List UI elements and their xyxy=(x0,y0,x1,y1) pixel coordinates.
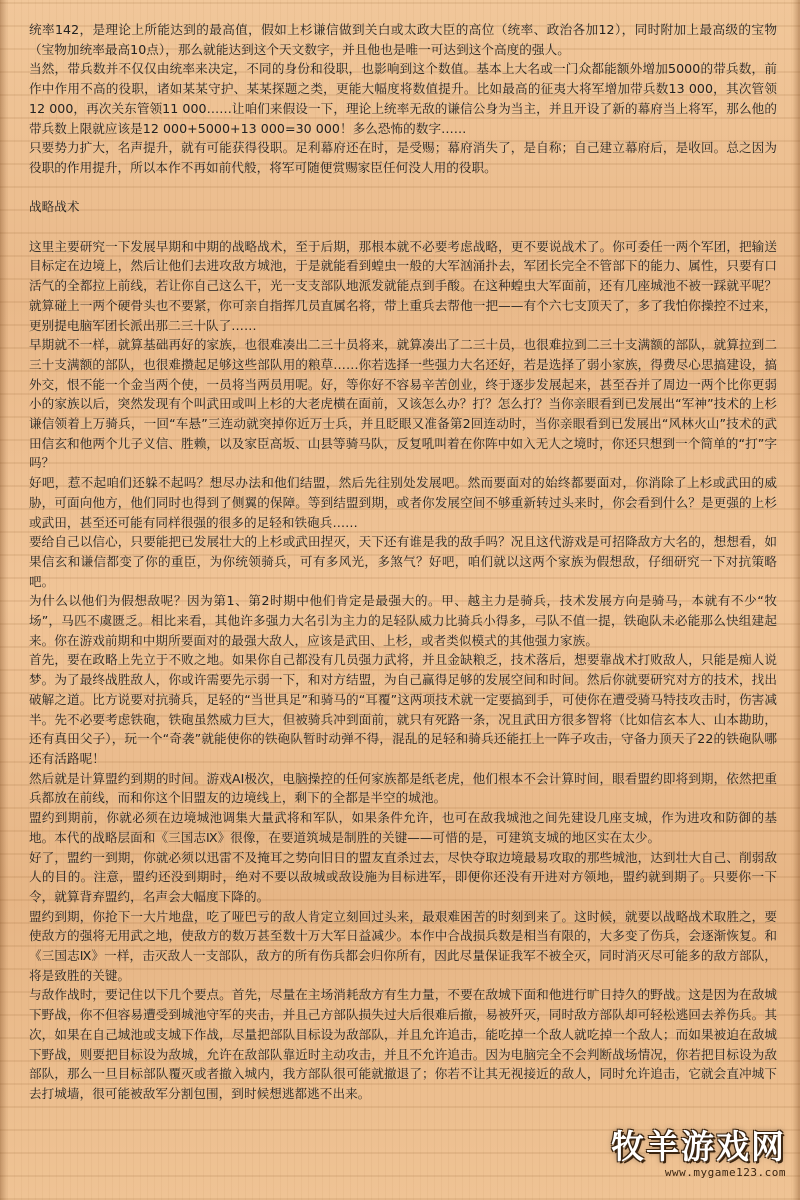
spacer xyxy=(29,217,777,237)
article-body xyxy=(29,20,777,1104)
page-edge-right xyxy=(792,0,800,1200)
paragraph: 这里主要研究一下发展早期和中期的战略战术，至于后期，那根本就不必要考虑战略，更不要说战术了。你可委任一两个军团，把输送目标定在边境上，然后让他们去进攻敌方城池，于是就能看到蝗虫一般的大军汹涌扑去，军团长完全不管部下的能力、属性，只要有口活气的全都拉上前线，若让你自己这么干，光一支支部队地派发就能点到手酸。在这种蝗虫大军面前，还有几座城池不被一踩就平呢？就算碰上一两个硬骨头也不要紧，你可亲自指挥几员直属名将，带上重兵去帮他一把——有个六七支顶天了，多了我怕你操控不过来，更别提电脑军团长派出那二三十队了…… xyxy=(29,238,777,333)
paragraph: 与敌作战时，要记住以下几个要点。首先，尽量在主场消耗敌方有生力量，不要在敌城下面和他进行旷日持久的野战。这是因为在敌城下野战，你不但容易遭受到城池守军的夹击，并且己方部队损失过大后很难后撤，易被歼灭，同时敌方部队却可轻松逃回去养伤兵。其次，如果在自己城池或支城下作战，尽量把部队目标设为敌部队，并且允许追击，能吃掉一个敌人就吃掉一个敌人；而如果被迫在敌城下野战，则要把目标设为敌城，允许在敌部队靠近时主动攻击，并且不允许追击。因为电脑完全不会判断战场情况，你若把目标设为敌部队，那么一旦目标部队覆灭或者撤入城内，我方部队很可能就撤退了；你若不让其无视接近的敌人，同时允许追击，它就会直冲城下去打城墙，很可能被敌军分割包围，到时候想逃都逃不出来。 xyxy=(29,987,777,1101)
paragraph: 只要势力扩大，名声提升，就有可能获得役职。足利幕府还在时，是受赐；幕府消失了，是自称；自己建立幕府后，是收回。总之因为役职的作用提升，所以本作不再如前代般，将军可随便赏赐家臣任何没人用的役职。 xyxy=(29,140,777,175)
paragraph: 好吧，惹不起咱们还躲不起吗？想尽办法和他们结盟，然后先往别处发展吧。然而要面对的始终都要面对，你消除了上杉或武田的威胁，可面向他方，他们同时也得到了侧翼的保障。等到结盟到期，或者你发展空间不够重新转过头来时，你会看到什么？是更强的上杉或武田，甚至还可能有同样很强的很多的足轻和铁砲兵…… xyxy=(29,475,777,530)
paragraph: 盟约到期，你抢下一大片地盘，吃了哑巴亏的敌人肯定立刻回过头来，最艰难困苦的时刻到来了。这时候，就要以战略战术取胜之，要使敌方的强将无用武之地，使敌方的数万甚至数十万大军日益减少。本作中合战损兵数是相当有限的，大多变了伤兵，会逐渐恢复。和《三国志Ⅸ》一样，击灭敌人一支部队，敌方的所有伤兵都会归你所有，因此尽量保证我军不被全灭，同时消灭尽可能多的敌方部队，将是致胜的关键。 xyxy=(29,908,777,983)
paragraph: 统率142，是理论上所能达到的最高值，假如上杉谦信做到关白或太政大臣的高位（统率、政治各加12），同时附加上最高级的宝物（宝物加统率最高10点），那么就能达到这个天文数字，并且他也是唯一可达到这个高度的强人。 xyxy=(29,22,777,57)
section-heading: 战略战术 xyxy=(29,199,80,215)
paragraph: 好了，盟约一到期，你就必须以迅雷不及掩耳之势向旧日的盟友直杀过去，尽快夺取边境最易攻取的那些城池，达到壮大自己、削弱敌人的目的。注意，盟约还没到期时，绝对不要以敌城或敌设施为目标进军，即便你还没有开进对方领地，盟约就到期了。只要你一下令，就算背弃盟约，名声会大幅度下降的。 xyxy=(29,849,777,904)
site-logo-url: www.mygame123.com xyxy=(664,1166,786,1179)
paragraph: 首先，要在政略上先立于不败之地。如果你自己都没有几员强力武将，并且金缺粮乏，技术落后，想要靠战术打败敌人，只能是痴人说梦。为了最终战胜敌人，你或许需要先示弱一下，和对方结盟，为自己赢得足够的发展空间和时间。然后你就要研究对方的技术，找出破解之道。比方说要对抗骑兵，足轻的“当世具足”和骑马的“耳覆”这两项技术就一定要搞到手，可使你在遭受骑马特技攻击时，伤害减半。先不必要考虑铁砲，铁砲虽然威力巨大，但被骑兵冲到面前，就只有死路一条，况且武田方很多智将（比如信玄本人、山本勘助，还有真田父子），玩一个“奇袭”就能使你的铁砲队暂时动弹不得，混乱的足轻和骑兵还能扛上一阵子攻击，守备力顶天了22的铁砲队哪还有活路呢！ xyxy=(29,652,777,766)
paragraph: 早期就不一样，就算基础再好的家族，也很难凑出二三十员将来，就算凑出了二三十员，也很难拉到二三十支满额的部队，就算拉到二三十支满额的部队，也很难攒起足够这些部队用的粮草……你若选择一些强力大名还好，若是选择了弱小家族，得费尽心思搞建设，搞外交，恨不能一个金当两个使，一员将当两员用呢。好，等你好不容易辛苦创业，终于逐步发展起来，甚至吞并了周边一两个比你更弱小的家族以后，突然发现有个叫武田或叫上杉的大老虎横在面前，又该怎么办？打？怎么打？当你亲眼看到已发展出“军神”技术的上杉谦信领着上万骑兵，一回“车悬”三连动就突掉你近万士兵，并且眨眼又准备第2回连动时，当你亲眼看到已发展出“风林火山”技术的武田信玄和他两个儿子义信、胜赖，以及家臣高坂、山县等骑马队，反复吼叫着在你阵中如入无人之境时，你还只想到一个简单的“打”字吗？ xyxy=(29,337,777,471)
site-logo-title: 牧羊游戏网 xyxy=(611,1127,786,1166)
spacer xyxy=(29,178,777,198)
paragraph: 然后就是计算盟约到期的时间。游戏AI极次，电脑操控的任何家族都是纸老虎，他们根本不会计算时间，眼看盟约即将到期，依然把重兵都放在前线，而和你这个旧盟友的边境线上，剩下的全都是半空的城池。 xyxy=(29,770,777,806)
paragraph: 要给自己以信心，只要能把已发展壮大的上杉或武田捏灭，天下还有谁是我的敌手吗？况且这代游戏是可招降敌方大名的，想想看，如果信玄和谦信都变了你的重臣，为你统领骑兵，可有多风光，多煞气？好吧，咱们就以这两个家族为假想敌，仔细研究一下对抗策略吧。 xyxy=(29,534,777,589)
paragraph: 盟约到期前，你就必须在边境城池调集大量武将和军队，如果条件允许，也可在敌我城池之间先建设几座支城，作为进攻和防御的基地。本代的战略层面和《三国志Ⅸ》很像，在要道筑城是制胜的关键——可惜的是，可建筑支城的地区实在太少。 xyxy=(29,810,777,845)
site-logo xyxy=(596,1128,786,1186)
paragraph: 当然，带兵数并不仅仅由统率来决定，不同的身份和役职，也影响到这个数值。基本上大名或一门众都能额外增加5000的带兵数，前作中作用不高的役职，诸如某某守护、某某探题之类，更能大幅度将数值提升。比如最高的征夷大将军增加带兵数13 000，其次管领12 000，再次关东管领11 000……让咱们来假设一下，理论上统率无敌的谦信公身为当主，并且开设了新的幕府当上将军，那么他的带兵数上限就应该是12 000+5000+13 000=30 000！多么恐怖的数字…… xyxy=(29,61,777,136)
page-edge-left xyxy=(0,0,8,1200)
paragraph: 为什么以他们为假想敌呢？因为第1、第2时期中他们肯定是最强大的。甲、越主力是骑兵，技术发展方向是骑马，本就有不少“牧场”，马匹不虞匮乏。相比来看，其他许多强力大名引为主力的足轻队威力比骑兵小得多，弓队不值一提，铁砲队未必能那么快组建起来。你在游戏前期和中期所要面对的最强大敌人，应该是武田、上杉，或者类似模式的其他强力家族。 xyxy=(29,593,777,648)
